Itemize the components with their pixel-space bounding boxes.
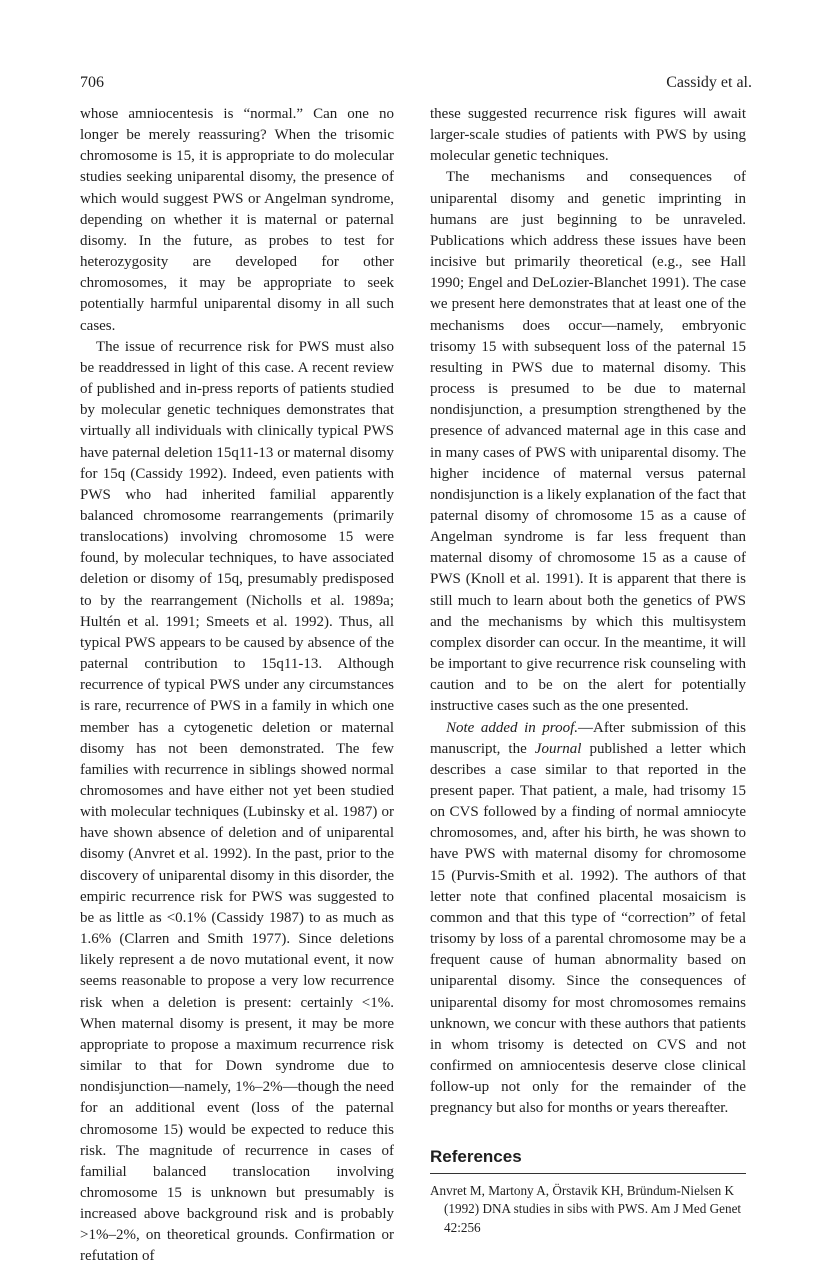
journal-name: Journal <box>534 740 582 757</box>
running-head: Cassidy et al. <box>666 74 752 91</box>
note-text: published a letter which describes a case similar to that reported in the present paper. That patient, a male, had trisomy 15 on CVS followed by a finding of normal amniocyte chromosomes, and, after his birth, he was shown to have PWS with maternal disomy for chromosome 15 (Purvis-Smith et al. 1992). The authors of that letter note that confined placental mosaicism is common and that this type of “correction” of fetal trisomy by loss of a parental chromosome may be a frequent cause of human abnormality based on uniparental disomy. Since the consequences of uniparental disomy for most chromosomes remains unknown, we concur with these authors that patients in whom trisomy is detected on CVS and not confirmed on amniocentesis deserve close clinical follow-up not only for the remainder of the pregnancy but also for months or years thereafter. <box>430 740 746 1117</box>
right-column <box>430 104 746 1237</box>
left-column <box>80 104 394 1268</box>
body-paragraph: The mechanisms and consequences of uniparental disomy and genetic imprinting in humans are just beginning to be unraveled. Publications which address these issues have been incisive but primarily theoretical (e.g., see Hall 1990; Engel and DeLozier-Blanchet 1991). The case we present here demonstrates that at least one of the mechanisms does occur—namely, embryonic trisomy 15 with subsequent loss of the paternal 15 resulting in PWS due to maternal disomy. This process is presumed to be due to maternal nondisjunction, a presumption strengthened by the presence of advanced maternal age in this case and in many cases of PWS with uniparental disomy. The higher incidence of maternal versus paternal nondisjunction is a likely explanation of the fact that paternal disomy of chromosome 15 as a cause of Angelman syndrome is far less frequent than maternal disomy of chromosome 15 as a cause of PWS (Knoll et al. 1991). It is apparent that there is still much to learn about both the genetics of PWS and the mechanisms by which this multisystem complex disorder can occur. In the meantime, it will be important to give recurrence risk counseling with caution and to be on the alert for potentially instructive cases such as the one presented. <box>430 169 746 715</box>
body-paragraph: The issue of recurrence risk for PWS must also be readdressed in light of this case. A recent review of published and in-press reports of patients studied by molecular genetic techniques demonstrates that virtually all individuals with clinically typical PWS have paternal deletion 15q11-13 or maternal disomy for 15q (Cassidy 1992). Indeed, even patients with PWS who had inherited familial apparently balanced chromosome rearrangements (primarily translocations) involving chromosome 15 were found, by molecular techniques, to have associated deletion or disomy of 15q, presumably predisposed to by the rearrangement (Nicholls et al. 1989a; Hultén et al. 1991; Smeets et al. 1992). Thus, all typical PWS appears to be caused by absence of the paternal contribution to 15q11-13. Although recurrence of typical PWS under any circumstances is rare, recurrence of PWS in a family in which one member has a cytogenetic deletion or maternal disomy has not been demonstrated. The few families with recurrence in siblings showed normal chromosomes and have either not yet been studied with molecular techniques (Lubinsky et al. 1987) or have shown absence of deletion and of uniparental disomy (Anvret et al. 1992). In the past, prior to the discovery of uniparental disomy in this disorder, the empiric recurrence risk for PWS was suggested to be as little as <0.1% (Cassidy 1987) to as much as 1.6% (Clarren and Smith 1977). Since deletions likely represent a de novo mutational event, it now seems reasonable to propose a very low recurrence risk when a deletion is present: certainly <1%. When maternal disomy is present, it may be more appropriate to propose a maximum recurrence risk similar to that for Down syndrome due to nondisjunction—namely, 1%–2%—though the need for an additional event (loss of the paternal chromosome 15) would be expected to reduce this risk. The magnitude of recurrence in cases of familial balanced translocation involving chromosome 15 is unknown but presumably is increased above background risk and is probably >1%–2%, on theoretical grounds. Confirmation or refutation of <box>80 338 394 1265</box>
page-header <box>80 74 752 98</box>
references-heading: References <box>430 1146 746 1174</box>
note-dash: —After submission of this manuscript, the <box>430 719 746 757</box>
reference-entry: Anvret M, Martony A, Örstavik KH, Bründum-Nielsen K (1992) DNA studies in sibs with PWS. Am J Med Genet 42:256 <box>430 1182 742 1235</box>
body-paragraph: these suggested recurrence risk figures will await larger-scale studies of patients with PWS by using molecular genetic techniques. <box>430 106 746 165</box>
note-label: Note added in proof. <box>446 719 579 736</box>
note-added-in-proof <box>430 718 746 1120</box>
body-paragraph: whose amniocentesis is “normal.” Can one no longer be merely reassuring? When the trisomic chromosome is 15, it is appropriate to do molecular studies seeking uniparental disomy, the presence of which would suggest PWS or Angelman syndrome, depending on whether it is maternal or paternal disomy. In the future, as probes to test for heterozygosity are developed for other chromosomes, it may be appropriate to seek potentially harmful uniparental disomy in all such cases. <box>80 106 394 334</box>
page-number: 706 <box>80 74 104 91</box>
